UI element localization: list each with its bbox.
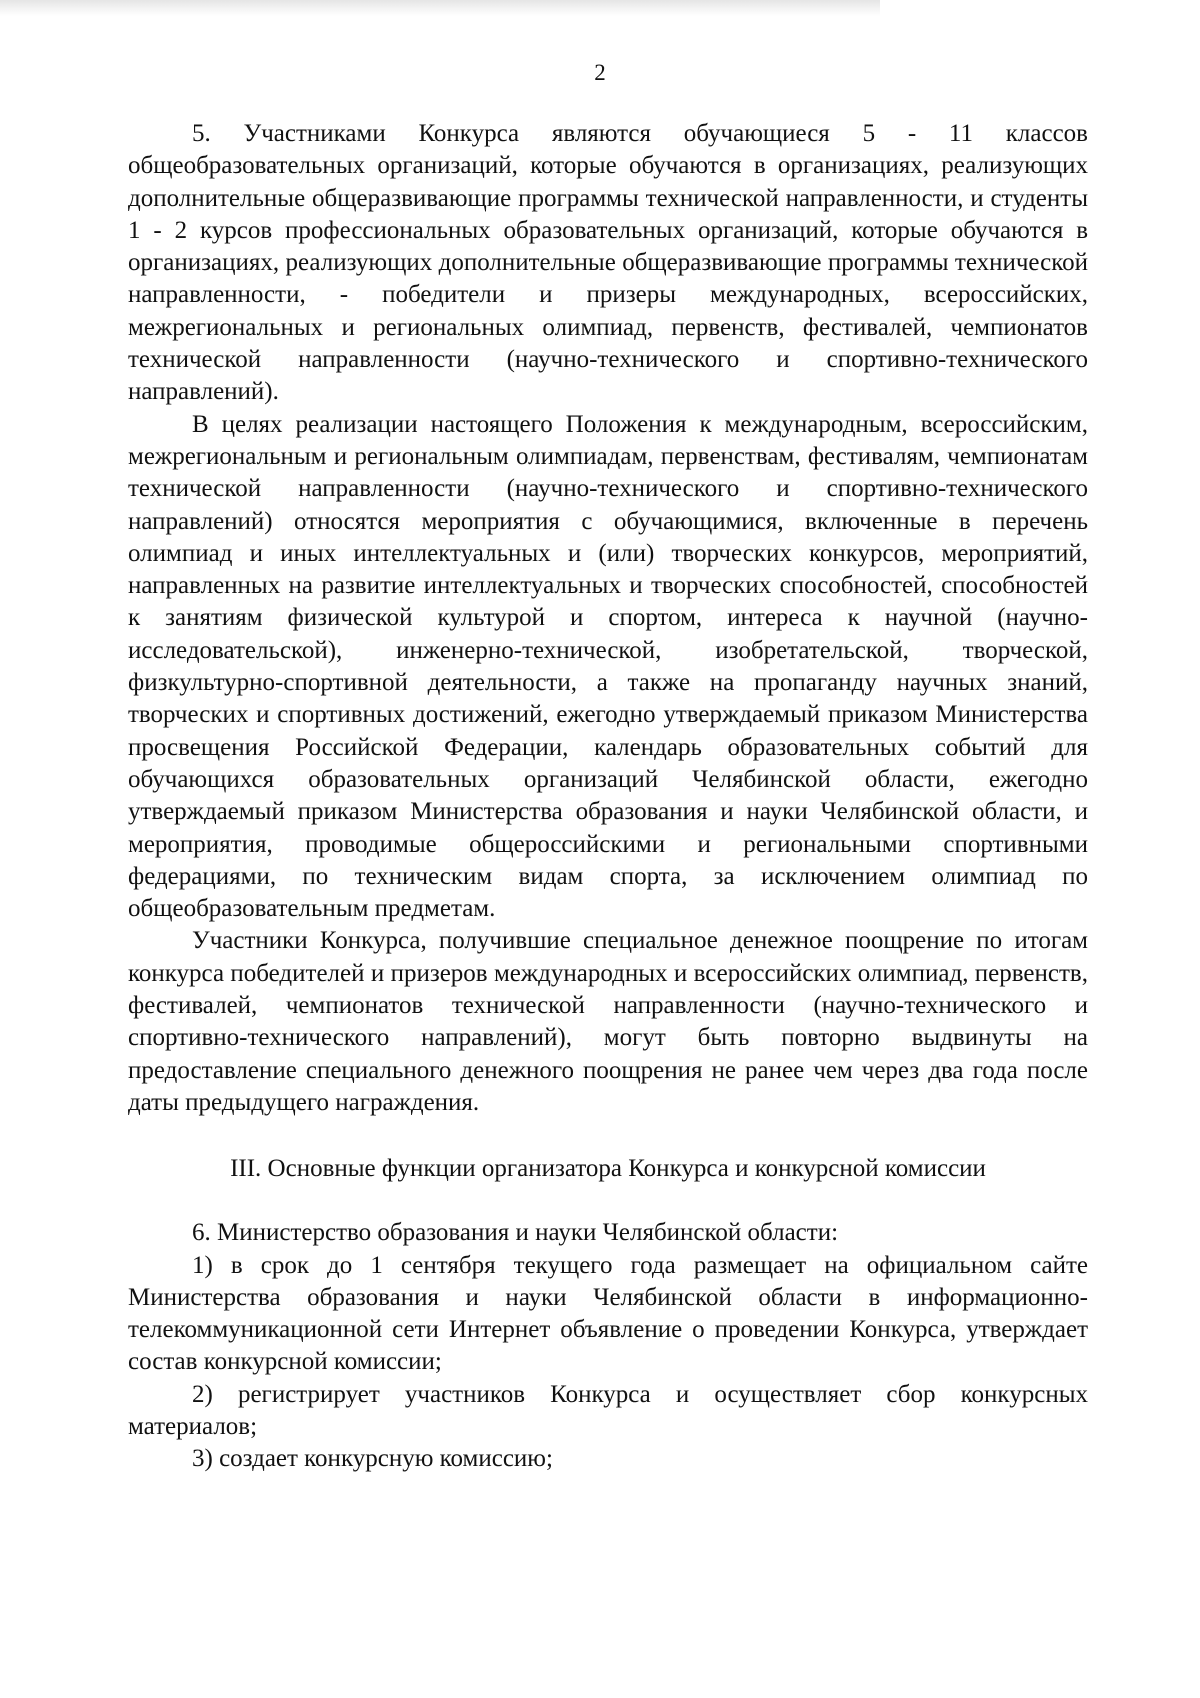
list-item-2: 2) регистрирует участников Конкурса и осуществляет сбор конкурсных материалов;	[128, 1380, 1088, 1440]
paragraph-participants: 5. Участниками Конкурса являются обучающиеся 5 - 11 классов общеобразовательных организаций, которые обучаются в организациях, реализующих дополнительные общеразвивающие программы технической направленности, и студенты 1 - 2 курсов профессиональных образовательных организаций, которые обучаются в организациях, реализующих дополнительные общеразвивающие программы технической направленности, - победители и призеры международных, всероссийских, межрегиональных и региональных олимпиад, первенств, фестивалей, чемпионатов технической направленности (научно-технического и спортивно-технического направлений).	[128, 120, 1088, 406]
document-body	[128, 118, 1088, 1476]
paragraph-repeat-award: Участники Конкурса, получившие специальное денежное поощрение по итогам конкурса победителей и призеров международных и всероссийских олимпиад, первенств, фестивалей, чемпионатов технической направленности (научно-технического и спортивно-технического направлений), могут быть повторно выдвинуты на предоставление специального денежного поощрения не ранее чем через два года после даты предыдущего награждения.	[128, 927, 1088, 1116]
list-item-1: 1) в срок до 1 сентября текущего года размещает на официальном сайте Министерства образования и науки Челябинской области в информационно-телекоммуникационной сети Интернет объявление о проведении Конкурса, утверждает состав конкурсной комиссии;	[128, 1251, 1088, 1376]
section-heading: III. Основные функции организатора Конкурса и конкурсной комиссии	[230, 1155, 986, 1183]
list-item-3: 3) создает конкурсную комиссию;	[192, 1445, 553, 1473]
paragraph-events-definition: В целях реализации настоящего Положения к международным, всероссийским, межрегиональным и региональным олимпиадам, первенствам, фестивалям, чемпионатам технической направленности (научно-технического и спортивно-технического направлений) относятся мероприятия с обучающимися, включенные в перечень олимпиад и иных интеллектуальных и (или) творческих конкурсов, мероприятий, направленных на развитие интеллектуальных и творческих способностей, способностей к занятиям физической культурой и спортом, интереса к научной (научно-исследовательской), инженерно-технической, изобретательской, творческой, физкультурно-спортивной деятельности, а также на пропаганду научных знаний, творческих и спортивных достижений, ежегодно утверждаемый приказом Министерства просвещения Российской Федерации, календарь образовательных событий для обучающихся образовательных организаций Челябинской области, ежегодно утверждаемый приказом Министерства образования и науки Челябинской области, и мероприятия, проводимые общероссийскими и региональными спортивными федерациями, по техническим видам спорта, за исключением олимпиад по общеобразовательным предметам.	[128, 410, 1088, 923]
paragraph-ministry: 6. Министерство образования и науки Челябинской области:	[192, 1219, 839, 1247]
page-number: 2	[594, 60, 606, 85]
scan-edge-shadow	[0, 0, 880, 16]
